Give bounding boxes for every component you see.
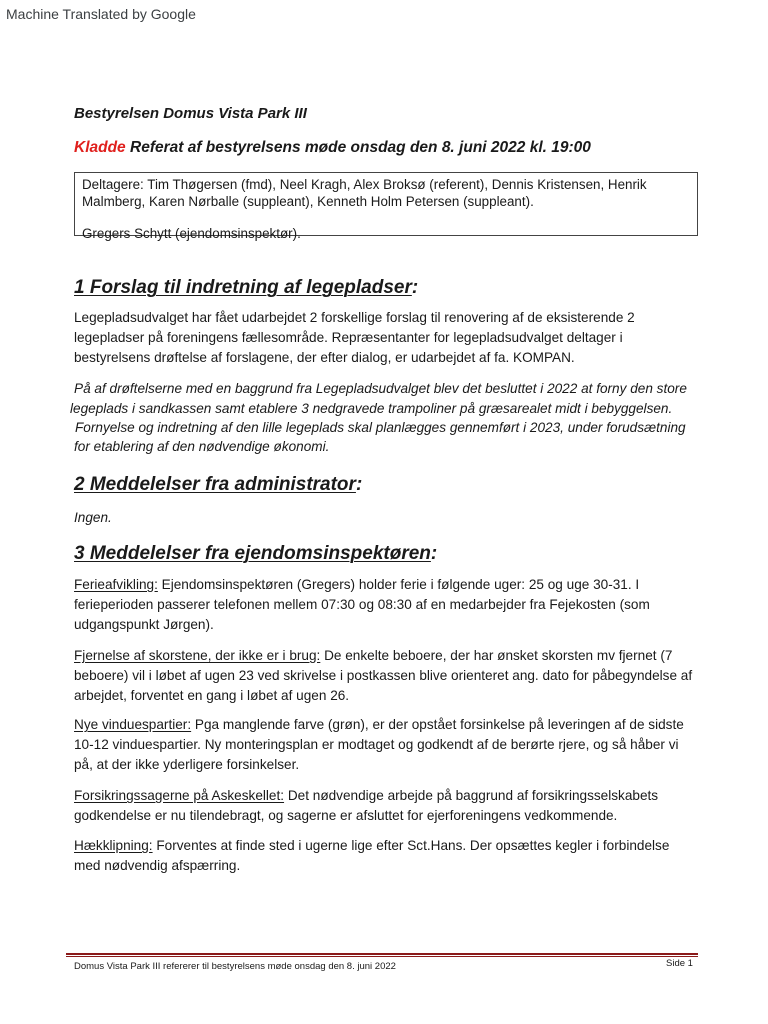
notice-item-text: Ejendomsinspektøren (Gregers) holder ferie i følgende uger: 25 og uge 30-31. I ferieperioden passerer telefonen mellem 07:30 og 08:30 af en medarbejder fra Fejekosten (som udgangspunkt Jørgen). [74,577,650,632]
draft-label: Kladde [74,139,126,156]
notice-item [74,575,698,635]
notice-item-label: Nye vinduespartier: [74,717,192,732]
machine-translation-banner: Machine Translated by Google [6,6,196,22]
organization-title: Bestyrelsen Domus Vista Park III [74,105,307,122]
footer-text: Domus Vista Park III refererer til bestyrelsens møde onsdag den 8. juni 2022 [74,961,396,972]
attendees-box [74,172,698,241]
notice-item-text: Pga manglende farve (grøn), er der opstået forsinkelse på leveringen af de sidste 10-12 vinduespartier. Ny monteringsplan er modtaget og godkendt af de berørte rjere, og så håber vi på, at der ikke yderligere forsinkelser. [74,717,684,772]
section-2-paragraph: Ingen. [74,510,112,525]
section-1-paragraph-2-line: for etablering af den nødvendige økonomi. [74,439,330,454]
notice-item-label: Forsikringssagerne på Askeskellet: [74,788,285,803]
notice-item [74,715,698,775]
section-1-paragraph-2-line: Fornyelse og indretning af den lille legeplads skal planlægges gennemført i 2023, under forudsætning [75,420,686,435]
property-inspector: Gregers Schytt (ejendomsinspektør). [82,226,301,241]
notice-item-text: Forventes at finde sted i ugerne lige efter Sct.Hans. Der opsættes kegler i forbindelse med nødvendig afspærring. [74,838,670,873]
meeting-title-text: Referat af bestyrelsens møde onsdag den 8. juni 2022 kl. 19:00 [130,139,591,156]
attendees-list: Deltagere: Tim Thøgersen (fmd), Neel Kragh, Alex Broksø (referent), Dennis Kristensen, Henrik Malmberg, Karen Nørballe (suppleant), Kenneth Holm Petersen (suppleant). [82,177,647,209]
notice-item [74,646,698,706]
section-2-heading: 2 Meddelelser fra administrator: [74,474,363,495]
section-1-paragraph-2-line: legeplads i sandkassen samt etablere 3 nedgravede trampoliner på græsarealet midt i bebyggelsen. [70,401,673,416]
notice-item-text: Det nødvendige arbejde på baggrund af forsikringsselskabets godkendelse er nu tilendebragt, og sagerne er afsluttet for ejerforeningens vedkommende. [74,788,659,823]
notice-item [74,836,698,876]
notice-item [74,786,698,826]
notice-item-text: De enkelte beboere, der har ønsket skorsten mv fjernet (7 beboere) vil i løbet af ugen 23 ved skrivelse i postkassen blive orienteret ang. dato for påbegyndelse af arbejdet, forventet en gang i løbet af ugen 26. [74,648,693,703]
meeting-title [74,139,714,157]
section-1-heading: 1 Forslag til indretning af legepladser: [74,277,419,298]
notice-item-label: Ferieafvikling: [74,577,158,592]
notice-item-label: Hækklipning: [74,838,153,853]
footer-rule [66,953,698,955]
section-1-paragraph-1: Legepladsudvalget har fået udarbejdet 2 forskellige forslag til renovering af de eksisterende 2 legepladser på foreningens fællesområde. Repræsentanter for legepladsudvalget deltager i bestyrelsens drøftelse af forslagene, der efter dialog, er udarbejdet af fa. KOMPAN. [74,310,635,365]
section-3-heading: 3 Meddelelser fra ejendomsinspektøren: [74,543,438,564]
footer-rule [66,956,698,957]
page-number: Side 1 [666,958,693,969]
section-1-paragraph-2-line: På af drøftelserne med en baggrund fra Legepladsudvalget blev det besluttet i 2022 at forny den store [74,381,687,396]
notice-item-label: Fjernelse af skorstene, der ikke er i brug: [74,648,321,663]
